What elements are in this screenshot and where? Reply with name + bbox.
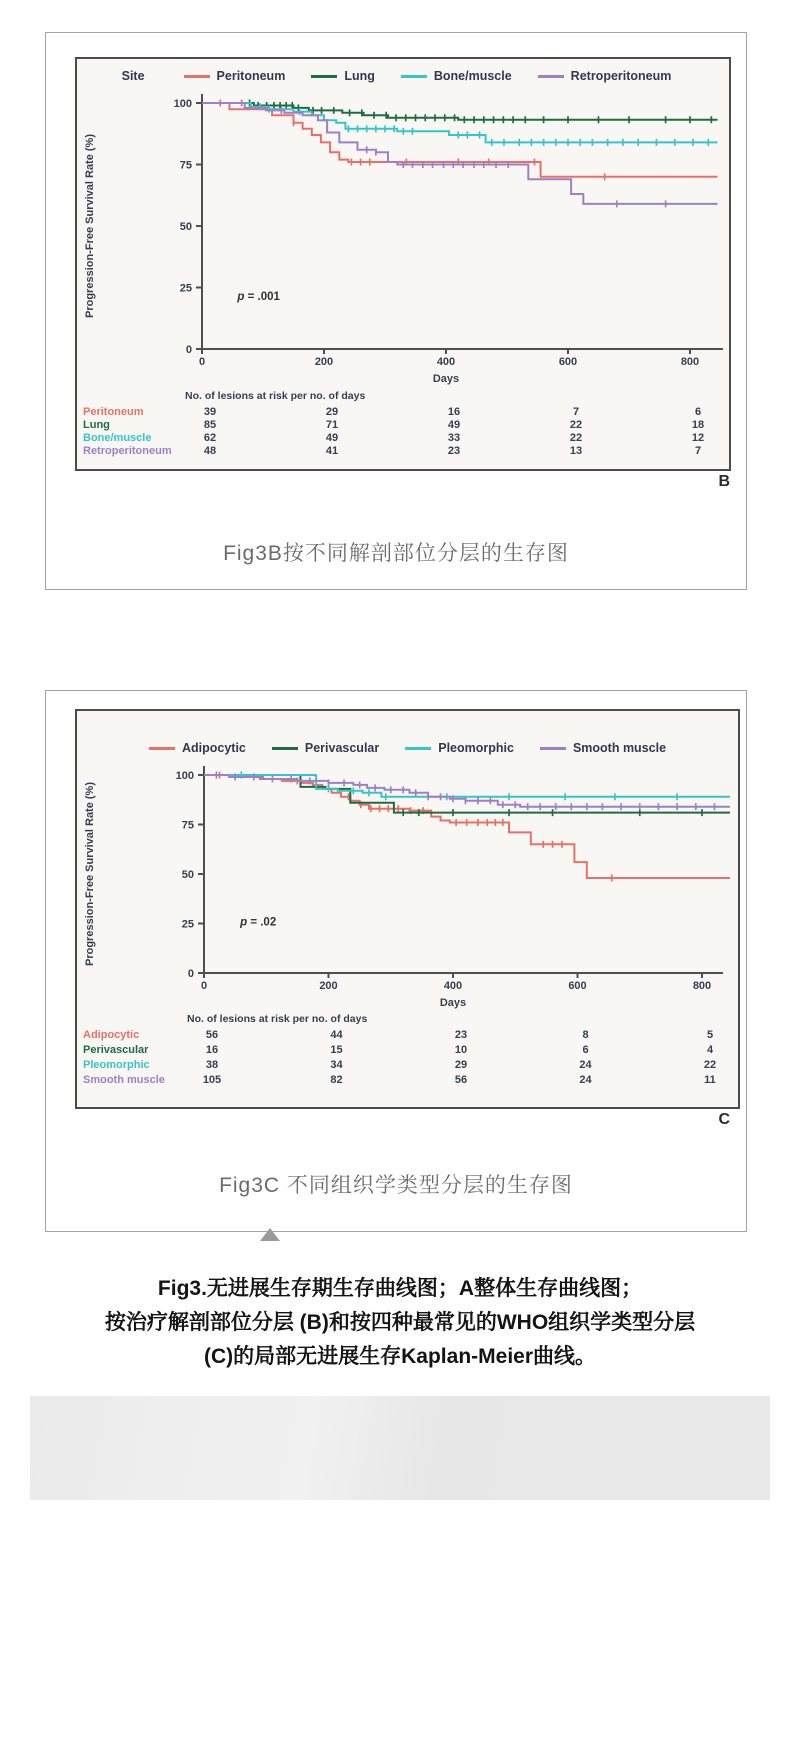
svg-text:7: 7 bbox=[572, 406, 580, 418]
svg-text:49: 49 bbox=[447, 419, 461, 431]
figure-c-caption: Fig3C 不同组织学类型分层的生存图 bbox=[219, 1174, 573, 1197]
svg-text:18: 18 bbox=[691, 419, 705, 431]
legend-label: Peritoneum bbox=[216, 69, 286, 83]
panel-letter-b: B bbox=[718, 473, 730, 490]
svg-text:Lung: Lung bbox=[83, 419, 110, 431]
figure-card-b bbox=[45, 32, 747, 590]
svg-text:23: 23 bbox=[454, 1029, 468, 1041]
svg-text:10: 10 bbox=[454, 1044, 468, 1056]
svg-text:16: 16 bbox=[447, 406, 461, 418]
legend-label: Pleomorphic bbox=[438, 741, 514, 755]
svg-text:29: 29 bbox=[454, 1059, 468, 1071]
svg-text:105: 105 bbox=[202, 1074, 222, 1086]
svg-text:22: 22 bbox=[703, 1059, 717, 1071]
svg-text:48: 48 bbox=[203, 445, 217, 457]
legend-line-swatch bbox=[311, 75, 337, 78]
panel-letter-c: C bbox=[718, 1111, 730, 1128]
km-chart-b bbox=[77, 59, 729, 469]
svg-text:Adipocytic: Adipocytic bbox=[83, 1029, 140, 1041]
legend-item bbox=[311, 69, 375, 83]
svg-text:6: 6 bbox=[582, 1044, 589, 1056]
svg-text:800: 800 bbox=[680, 356, 700, 368]
figure-description-line: Fig3.无进展生存期生存曲线图；A整体生存曲线图； bbox=[157, 1277, 643, 1300]
legend-label: Lung bbox=[344, 69, 375, 83]
svg-text:0: 0 bbox=[187, 968, 194, 980]
km-chart-c bbox=[77, 711, 738, 1107]
svg-text:Perivascular: Perivascular bbox=[83, 1044, 149, 1056]
legend-label: Perivascular bbox=[304, 741, 380, 755]
figure-description-line: 按治疗解剖部位分层 (B)和按四种最常见的WHO组织学类型分层 bbox=[104, 1311, 696, 1334]
svg-text:56: 56 bbox=[454, 1074, 468, 1086]
svg-text:p = .001: p = .001 bbox=[237, 290, 280, 303]
svg-text:Retroperitoneum: Retroperitoneum bbox=[83, 445, 172, 457]
svg-text:200: 200 bbox=[314, 356, 334, 368]
svg-text:15: 15 bbox=[330, 1044, 343, 1056]
svg-text:12: 12 bbox=[691, 432, 705, 444]
chart-c-legend bbox=[77, 741, 738, 755]
legend-item bbox=[401, 69, 512, 83]
svg-text:p = .02: p = .02 bbox=[240, 916, 277, 929]
legend-line-swatch bbox=[401, 75, 427, 78]
chart-b-legend bbox=[77, 69, 729, 83]
svg-text:22: 22 bbox=[569, 419, 583, 431]
svg-text:85: 85 bbox=[203, 419, 217, 431]
svg-text:5: 5 bbox=[706, 1029, 714, 1041]
svg-text:Progression-Free Survival Rate: Progression-Free Survival Rate (%) bbox=[84, 133, 96, 319]
svg-text:0: 0 bbox=[198, 356, 206, 368]
svg-text:41: 41 bbox=[325, 445, 339, 457]
svg-text:49: 49 bbox=[325, 432, 339, 444]
svg-text:7: 7 bbox=[694, 445, 702, 457]
svg-text:56: 56 bbox=[205, 1029, 219, 1041]
legend-line-swatch bbox=[149, 747, 175, 750]
svg-text:33: 33 bbox=[447, 432, 461, 444]
legend-item bbox=[405, 741, 514, 755]
svg-text:Peritoneum: Peritoneum bbox=[83, 406, 144, 418]
legend-line-swatch bbox=[184, 75, 210, 78]
legend-label: Adipocytic bbox=[181, 741, 246, 755]
svg-text:82: 82 bbox=[330, 1074, 343, 1086]
svg-text:8: 8 bbox=[582, 1029, 589, 1041]
svg-text:200: 200 bbox=[319, 980, 338, 992]
svg-text:No. of lesions at risk per no.: No. of lesions at risk per no. of days bbox=[185, 390, 366, 402]
svg-text:24: 24 bbox=[579, 1074, 592, 1086]
legend-line-swatch bbox=[405, 747, 431, 750]
svg-text:6: 6 bbox=[694, 406, 702, 418]
svg-text:4: 4 bbox=[706, 1044, 714, 1056]
svg-text:100: 100 bbox=[175, 770, 194, 782]
legend-title: Site bbox=[121, 69, 145, 83]
svg-text:Pleomorphic: Pleomorphic bbox=[83, 1059, 150, 1071]
svg-text:13: 13 bbox=[569, 445, 583, 457]
svg-text:24: 24 bbox=[579, 1059, 592, 1071]
svg-text:400: 400 bbox=[436, 356, 456, 368]
svg-text:71: 71 bbox=[325, 419, 339, 431]
svg-text:62: 62 bbox=[203, 432, 217, 444]
svg-text:11: 11 bbox=[704, 1074, 716, 1086]
svg-text:38: 38 bbox=[205, 1059, 219, 1071]
svg-text:800: 800 bbox=[692, 980, 712, 992]
svg-text:50: 50 bbox=[181, 869, 194, 881]
svg-text:No. of lesions at risk per no.: No. of lesions at risk per no. of days bbox=[187, 1013, 368, 1025]
svg-text:Progression-Free Survival Rate: Progression-Free Survival Rate (%) bbox=[84, 781, 96, 967]
svg-text:100: 100 bbox=[173, 98, 192, 110]
legend-item bbox=[272, 741, 379, 755]
svg-text:50: 50 bbox=[179, 221, 192, 233]
svg-text:Days: Days bbox=[432, 373, 460, 385]
svg-text:29: 29 bbox=[325, 406, 339, 418]
svg-text:39: 39 bbox=[203, 406, 217, 418]
km-chart-b-panel bbox=[75, 57, 731, 471]
figure-b-caption: Fig3B按不同解剖部位分层的生存图 bbox=[223, 542, 569, 565]
svg-text:Smooth muscle: Smooth muscle bbox=[83, 1074, 165, 1086]
svg-text:Days: Days bbox=[439, 997, 467, 1009]
svg-text:23: 23 bbox=[447, 445, 461, 457]
figure-card-c bbox=[45, 690, 747, 1232]
legend-line-swatch bbox=[540, 747, 566, 750]
svg-text:34: 34 bbox=[330, 1059, 343, 1071]
collapse-up-icon[interactable] bbox=[260, 1228, 280, 1241]
svg-text:75: 75 bbox=[179, 159, 192, 172]
legend-label: Bone/muscle bbox=[433, 69, 512, 83]
svg-text:0: 0 bbox=[200, 980, 208, 992]
svg-text:16: 16 bbox=[205, 1044, 219, 1056]
figure-description-line: (C)的局部无进展生存Kaplan-Meier曲线。 bbox=[203, 1345, 597, 1368]
legend-line-swatch bbox=[272, 747, 298, 750]
svg-text:25: 25 bbox=[181, 918, 194, 931]
svg-text:75: 75 bbox=[181, 819, 194, 832]
svg-text:22: 22 bbox=[569, 432, 583, 444]
legend-line-swatch bbox=[538, 75, 564, 78]
svg-text:25: 25 bbox=[179, 282, 192, 295]
legend-item bbox=[540, 741, 666, 755]
figure-description bbox=[0, 1272, 800, 1374]
legend-item bbox=[538, 69, 672, 83]
footer-band bbox=[30, 1396, 770, 1500]
legend-item bbox=[184, 69, 286, 83]
legend-item bbox=[149, 741, 246, 755]
legend-label: Smooth muscle bbox=[572, 741, 667, 755]
km-chart-c-panel bbox=[75, 709, 740, 1109]
svg-text:600: 600 bbox=[568, 980, 587, 992]
svg-text:0: 0 bbox=[185, 344, 192, 356]
legend-label: Retroperitoneum bbox=[570, 69, 672, 83]
svg-text:400: 400 bbox=[443, 980, 463, 992]
svg-text:Bone/muscle: Bone/muscle bbox=[83, 432, 152, 444]
svg-text:600: 600 bbox=[558, 356, 578, 368]
svg-text:44: 44 bbox=[330, 1029, 343, 1041]
